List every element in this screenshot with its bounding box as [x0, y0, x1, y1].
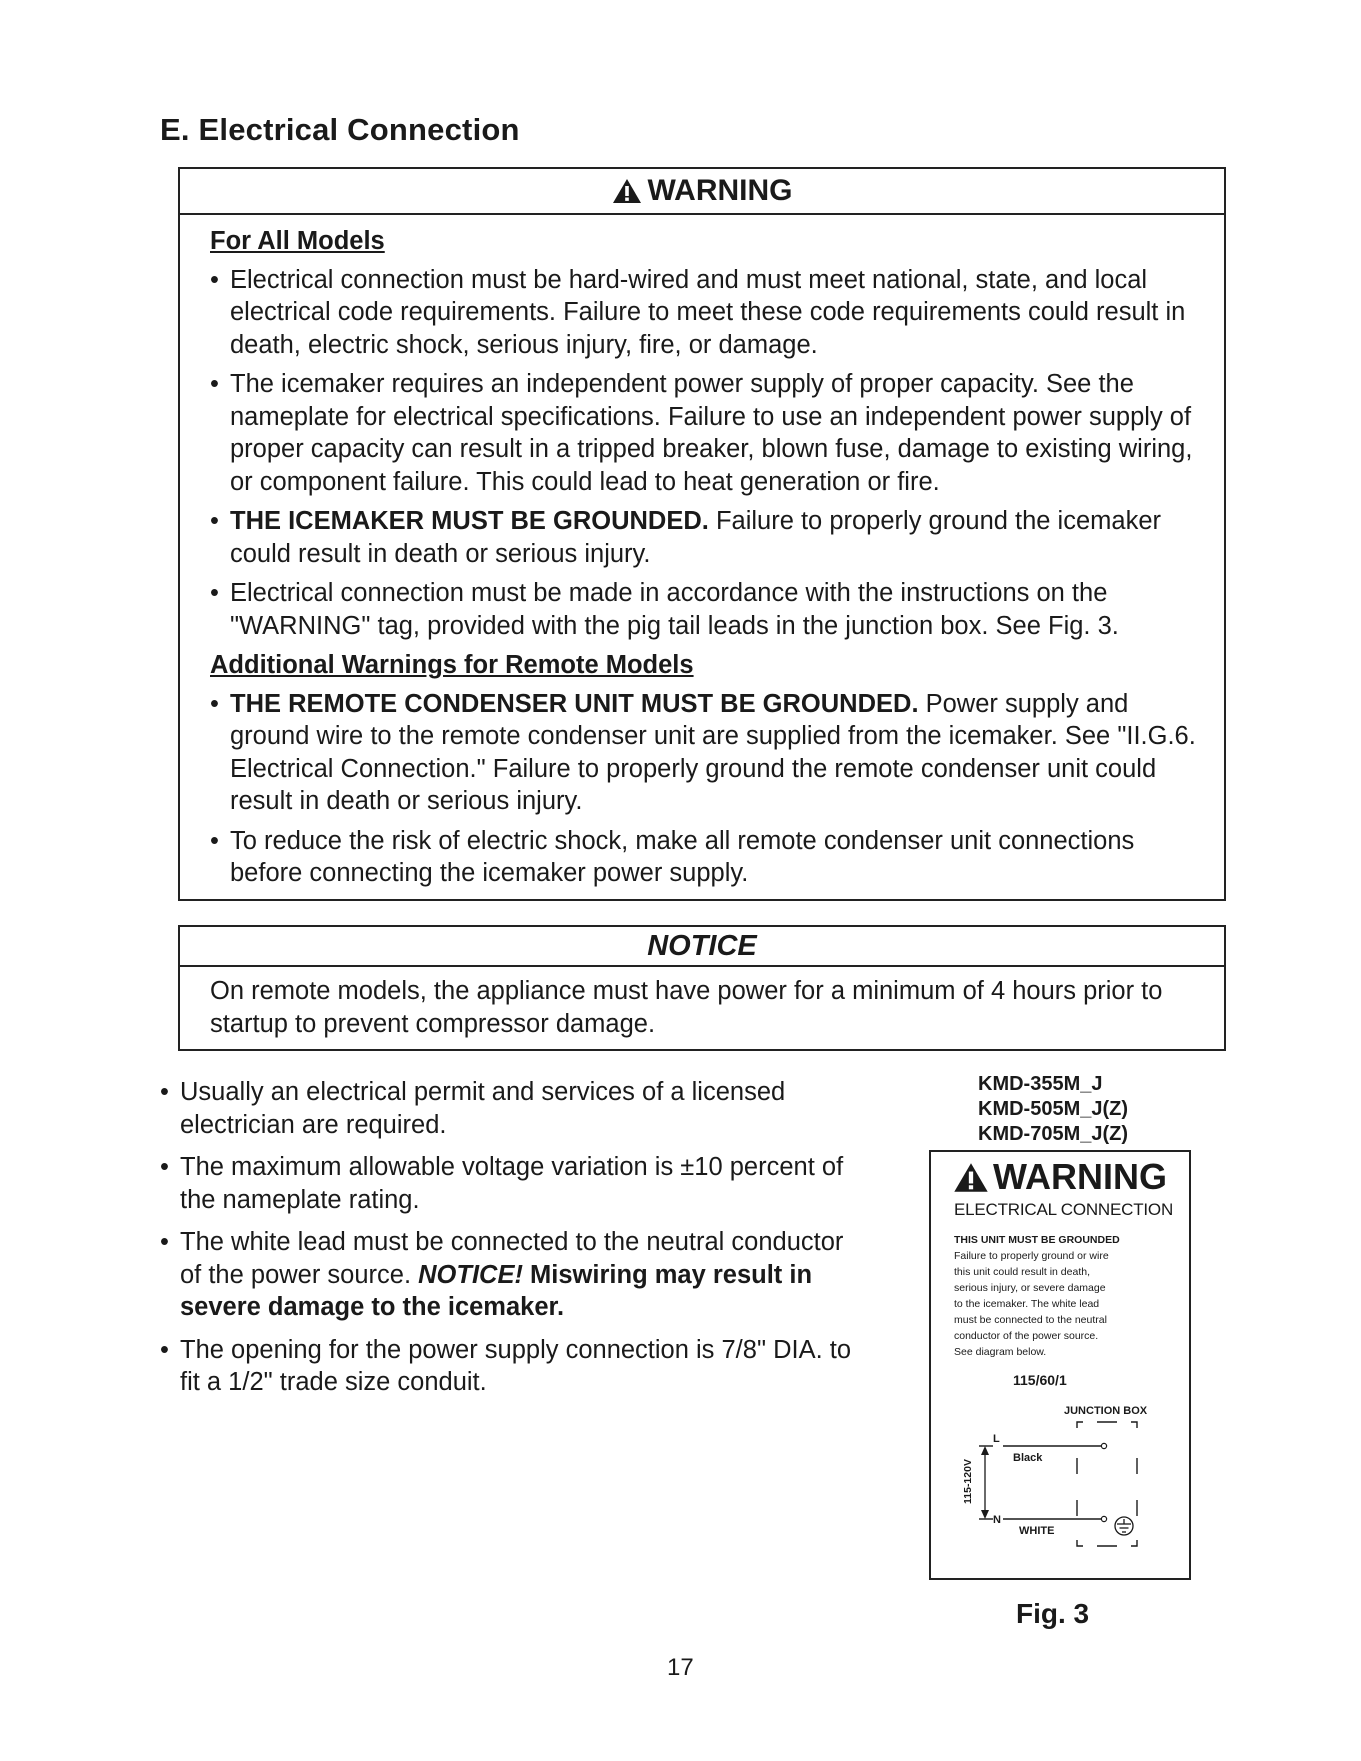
line-l-label: L: [993, 1433, 1000, 1445]
tag-rating: 115/60/1: [1013, 1372, 1067, 1388]
tag-warning-title: WARNING: [931, 1156, 1189, 1198]
remote-warning-item: • To reduce the risk of electric shock, make all remote condenser unit connections before connecting the icemaker power supply.: [210, 826, 1135, 887]
voltage-label: 115-120V: [962, 1459, 974, 1504]
model-name: KMD-355M_J: [978, 1073, 1103, 1095]
line-n-label: N: [993, 1514, 1001, 1526]
tag-text: THIS UNIT MUST BE GROUNDED Failure to properly ground or wire this unit could result in death, serious injury, or severe damage to the icemaker. The white lead must be connected to the neutral conductor of the power source. See diagram below.: [954, 1234, 1120, 1358]
remote-models-heading: Additional Warnings for Remote Models: [210, 651, 694, 679]
ground-icon: [1115, 1517, 1133, 1535]
tag-subtitle: ELECTRICAL CONNECTION: [954, 1200, 1174, 1219]
list-item: • The maximum allowable voltage variation is ±10 percent of the nameplate rating.: [160, 1153, 844, 1214]
warning-box: [178, 167, 1226, 901]
model-name: KMD-505M_J(Z): [978, 1098, 1129, 1120]
notice-title: NOTICE: [180, 927, 1224, 967]
notice-box: [178, 925, 1226, 1051]
white-wire-label: WHITE: [1019, 1525, 1055, 1537]
wiring-diagram: [931, 1152, 1189, 1578]
black-wire-label: Black: [1013, 1452, 1043, 1464]
warning-item: • Electrical connection must be made in accordance with the instructions on the "WARNING" tag, provided with the pig tail leads in the junction box. See Fig. 3.: [210, 579, 1119, 640]
warning-tag-figure: [929, 1150, 1191, 1580]
remote-warning-item: • THE REMOTE CONDENSER UNIT MUST BE GROUNDED. Power supply and ground wire to the remote condenser unit are supplied from the icemaker. See "II.G.6. Electrical Connection." Failure to properly ground the remote condenser unit could result in death or serious injury.: [210, 689, 1196, 815]
all-models-heading: For All Models: [210, 227, 385, 255]
warning-body: [180, 215, 1224, 890]
list-item: • Usually an electrical permit and services of a licensed electrician are required.: [160, 1078, 786, 1139]
warning-title: WARNING: [647, 174, 793, 207]
requirements-list: [160, 1076, 860, 1409]
list-item: • The opening for the power supply connection is 7/8" DIA. to fit a 1/2" trade size conduit.: [160, 1335, 852, 1396]
list-item: • The white lead must be connected to the neutral conductor of the power source. NOTICE! Miswiring may result in severe damage to the icemaker.: [160, 1228, 844, 1321]
figure-caption: Fig. 3: [1016, 1598, 1090, 1629]
model-list: [978, 1072, 1128, 1147]
warning-header: [180, 169, 1224, 215]
warning-item: • The icemaker requires an independent power supply of proper capacity. See the nameplate for electrical specifications. Failure to use an independent power supply of proper capacity can result in a tripped breaker, blown fuse, damage to existing wiring, or component failure. This could lead to heat generation or fire.: [210, 370, 1193, 496]
notice-text: On remote models, the appliance must have power for a minimum of 4 hours prior to startup to prevent compressor damage.: [210, 977, 1163, 1038]
junction-box-label: JUNCTION BOX: [1064, 1405, 1148, 1417]
warning-item: • THE ICEMAKER MUST BE GROUNDED. Failure to properly ground the icemaker could result in death or serious injury.: [210, 507, 1161, 568]
model-name: KMD-705M_J(Z): [978, 1123, 1129, 1145]
section-title: E. Electrical Connection: [160, 112, 520, 147]
warning-item: • Electrical connection must be hard-wired and must meet national, state, and local electrical code requirements. Failure to meet these code requirements could result in death, electric shock, serious injury, fire, or damage.: [210, 265, 1186, 359]
page-number: 17: [667, 1654, 694, 1681]
warning-triangle-icon: [612, 178, 642, 204]
